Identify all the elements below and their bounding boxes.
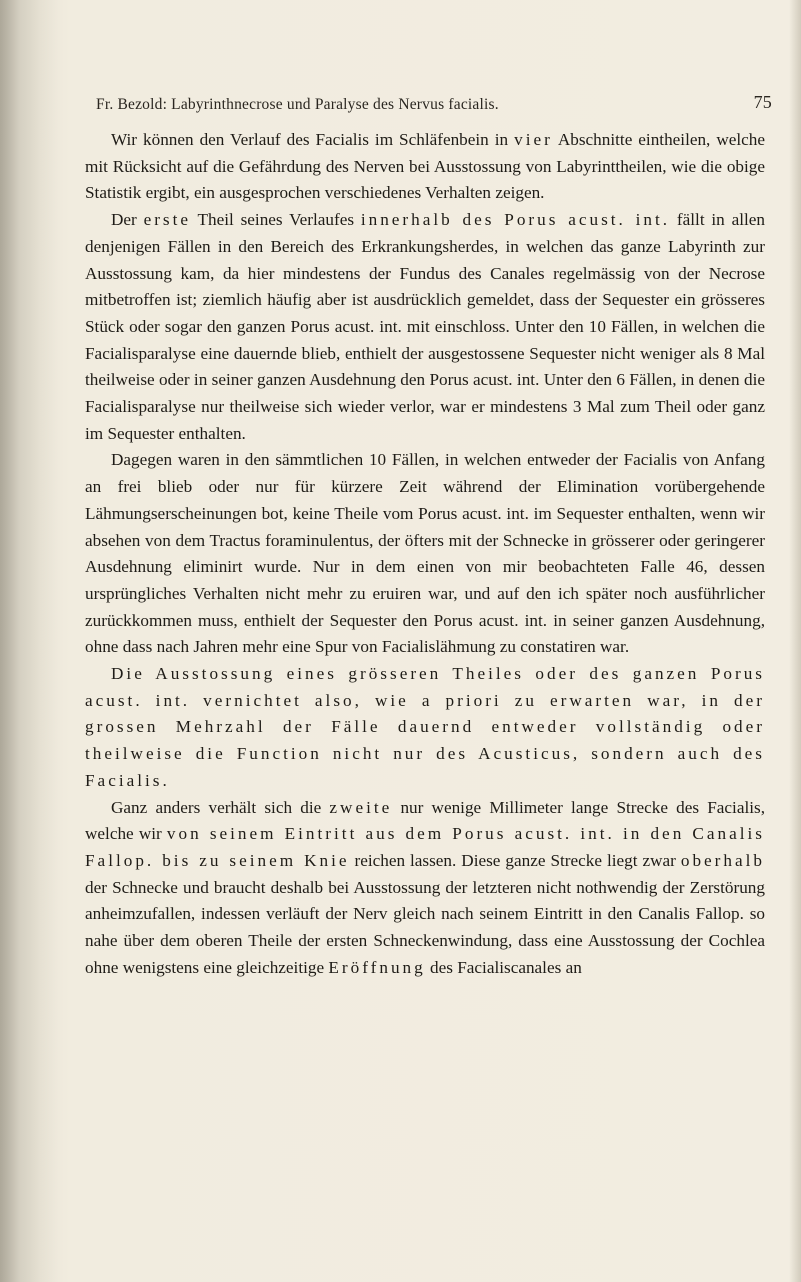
text-run: Theil seines Verlaufes: [191, 210, 361, 230]
running-head-title: Fr. Bezold: Labyrinthnecrose und Paralyse des Nervus facialis.: [96, 96, 499, 113]
text-run: Der: [111, 210, 144, 230]
emphasis-run: innerhalb des Porus acust. int.: [360, 210, 671, 230]
text-run: Wir können den Verlauf des Facialis im Schläfenbein in: [111, 130, 515, 149]
paragraph-spaced: [85, 661, 765, 795]
emphasis-run: Die Ausstossung eines grösseren Theiles oder des ganzen Porus acust. int. vernichtet also, wie a priori zu erwarten war, in der grossen Mehrzahl der Fälle dauernd entweder vollständig oder theilweise die Function nicht nur des Acusticus, sondern auch des Facialis.: [85, 664, 765, 790]
text-run: des Facialiscanales an: [425, 957, 582, 977]
emphasis-run: oberhalb: [680, 850, 765, 870]
paragraph: [85, 207, 765, 447]
text-run: Abschnitte eintheilen, welche mit Rücksicht auf die Gefährdung des Nerven bei Ausstossung von Labyrinttheilen, wie die obige Statistik ergibt, ein ausgesprochen verschiedenes Verhalten zeigen.: [85, 130, 765, 203]
text-run: der Schnecke und braucht deshalb bei Ausstossung der letzteren nicht nothwendig der Zerstörung anheimzufallen, indessen verläuft der Nerv gleich nach seinem Eintritt in den Canalis Fallop. so nahe über dem oberen Theile der ersten Schneckenwindung, dass eine Ausstossung der Cochlea ohne wenigstens eine gleichzeitige: [85, 877, 765, 977]
page-gutter-shadow: [0, 0, 60, 1282]
text-run: Ganz anders verhält sich die: [111, 797, 330, 817]
emphasis-run: vier: [514, 130, 553, 149]
paragraph: [85, 447, 765, 661]
page-edge-shadow: [789, 0, 801, 1282]
emphasis-run: zweite: [329, 797, 393, 817]
emphasis-run: Eröffnung: [328, 957, 426, 977]
text-run: nur wenige Millimeter lange Strecke des Facialis, welche wir: [85, 797, 765, 844]
body-text: [85, 127, 765, 982]
text-run: fällt in allen denjenigen Fällen in den Bereich des Erkrankungsherdes, in welchen das ganze Labyrinth zur Ausstossung kam, da hier mindestens der Fundus des Canales regelmässig von der Necrose mitbetroffen ist; ziemlich häufig aber ist ausdrücklich gemeldet, dass der Sequester ein grösseres Stück oder sogar den ganzen Porus acust. int. mit einschloss. Unter den 10 Fällen, in welchen die Facialisparalyse eine dauernde blieb, enthielt der ausgestossene Sequester nicht weniger als 8 Mal theilweise oder in seiner ganzen Ausdehnung den Porus acust. int. Unter den 6 Fällen, in denen die Facialisparalyse nur theilweise sich wieder verlor, war er mindestens 3 Mal zum Theil oder ganz im Sequester enthalten.: [85, 210, 765, 443]
text-run: Dagegen waren in den sämmtlichen 10 Fällen, in welchen entweder der Facialis von Anfang an frei blieb oder nur für kürzere Zeit während der Elimination vorübergehende Lähmungserscheinungen bot, keine Theile vom Porus acust. int. im Sequester enthalten, wenn wir absehen von dem Tractus foraminulentus, der öfters mit der Schnecke in grösserer oder geringerer Ausdehnung eliminirt wurde. Nur in dem einen von mir beobachteten Falle 46, dessen ursprüngliches Verhalten nicht mehr zu eruiren war, und auf den ich später noch ausführlicher zurückkommen muss, enthielt der Sequester den Porus acust. int. in seiner ganzen Ausdehnung, ohne dass nach Jahren mehr eine Spur von Facialislähmung zu constatiren war.: [85, 450, 765, 657]
emphasis-run: von seinem Eintritt aus dem Porus acust. int. in den Canalis Fallop. bis zu seinem Knie: [85, 824, 765, 870]
text-run: reichen lassen. Diese ganze Strecke liegt zwar: [349, 850, 681, 870]
emphasis-run: erste: [143, 210, 192, 230]
running-head: [96, 92, 772, 120]
paragraph: [85, 127, 765, 207]
paragraph: [85, 795, 765, 982]
page-number: 75: [753, 92, 772, 112]
